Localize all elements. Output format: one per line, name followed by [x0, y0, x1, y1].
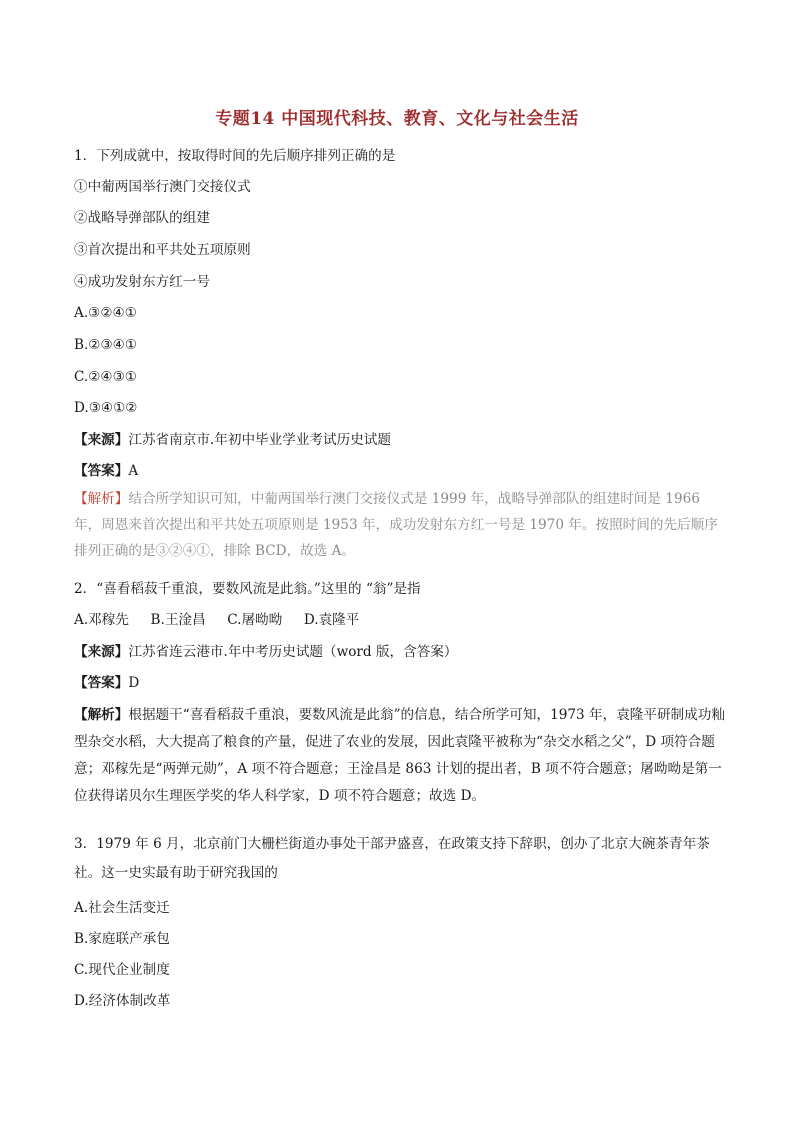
analysis-label: 【解析】	[74, 707, 129, 723]
q2-source	[74, 642, 458, 662]
q2-analysis	[74, 702, 728, 810]
q1-item: ②战略导弹部队的组建	[74, 210, 210, 226]
q2-stem: 2．“喜看稻菽千重浪，要数风流是此翁。”这里的 “翁”是指	[74, 581, 421, 597]
q3-option: C.现代企业制度	[74, 962, 170, 978]
q3-option: B.家庭联产承包	[74, 931, 170, 947]
source-label: 【来源】	[74, 432, 129, 448]
q1-option: D.③④①②	[74, 400, 138, 416]
q1-stem: 1．下列成就中，按取得时间的先后顺序排列正确的是	[74, 148, 396, 164]
answer-label: 【答案】	[74, 675, 129, 691]
source-label: 【来源】	[74, 644, 129, 660]
answer-text: D	[128, 675, 140, 691]
q3-stem: 3．1979 年 6 月，北京前门大栅栏街道办事处干部尹盛喜，在政策支持下辞职，创办了北京大碗茶青年茶社。这一史实最有助于研究我国的	[74, 836, 710, 881]
q3-option: D.经济体制改革	[74, 993, 171, 1009]
answer-text: A	[128, 463, 139, 479]
analysis-label: 【解析】	[74, 491, 129, 507]
q1-option: A.③②④①	[74, 305, 137, 321]
q1-option: B.②③④①	[74, 337, 138, 353]
q1-analysis	[74, 486, 728, 564]
source-text: 江苏省连云港市.年中考历史试题（word 版，含答案）	[128, 644, 458, 660]
answer-label: 【答案】	[74, 463, 129, 479]
analysis-text: 结合所学知识可知，中葡两国举行澳门交接仪式是 1999 年，战略导弹部队的组建时间是 1966 年，周恩来首次提出和平共处五项原则是 1953 年，成功发射东方红一号是 1970 年。按照时间的先后顺序排列正确的是③②④①，排除 BCD，故选 A。	[74, 491, 718, 559]
q1-source	[74, 430, 391, 450]
q1-item: ④成功发射东方红一号	[74, 274, 210, 290]
q3-option: A.社会生活变迁	[74, 900, 170, 916]
analysis-text: 根据题干“喜看稻菽千重浪，要数风流是此翁”的信息，结合所学可知，1973 年，袁隆平研制成功籼型杂交水稻，大大提高了粮食的产量，促进了农业的发展，因此袁隆平被称为“杂交水稻之父”，D 项符合题意；邓稼先是“两弹元勋”，A 项不符合题意；王淦昌是 863 计划的提出者，B 项不符合题意；屠呦呦是第一位获得诺贝尔生理医学奖的华人科学家，D 项不符合题意；故选 D。	[74, 707, 725, 804]
q2-options: A.邓稼先 B.王淦昌 C.屠呦呦 D.袁隆平	[74, 612, 360, 628]
q1-option: C.②④③①	[74, 369, 137, 385]
q2-answer	[74, 673, 139, 693]
q1-item: ①中葡两国举行澳门交接仪式	[74, 179, 251, 195]
q1-item: ③首次提出和平共处五项原则	[74, 242, 251, 258]
source-text: 江苏省南京市.年初中毕业学业考试历史试题	[128, 432, 391, 448]
q1-answer	[74, 461, 138, 481]
page-title: 专题14 中国现代科技、教育、文化与社会生活	[215, 109, 579, 129]
